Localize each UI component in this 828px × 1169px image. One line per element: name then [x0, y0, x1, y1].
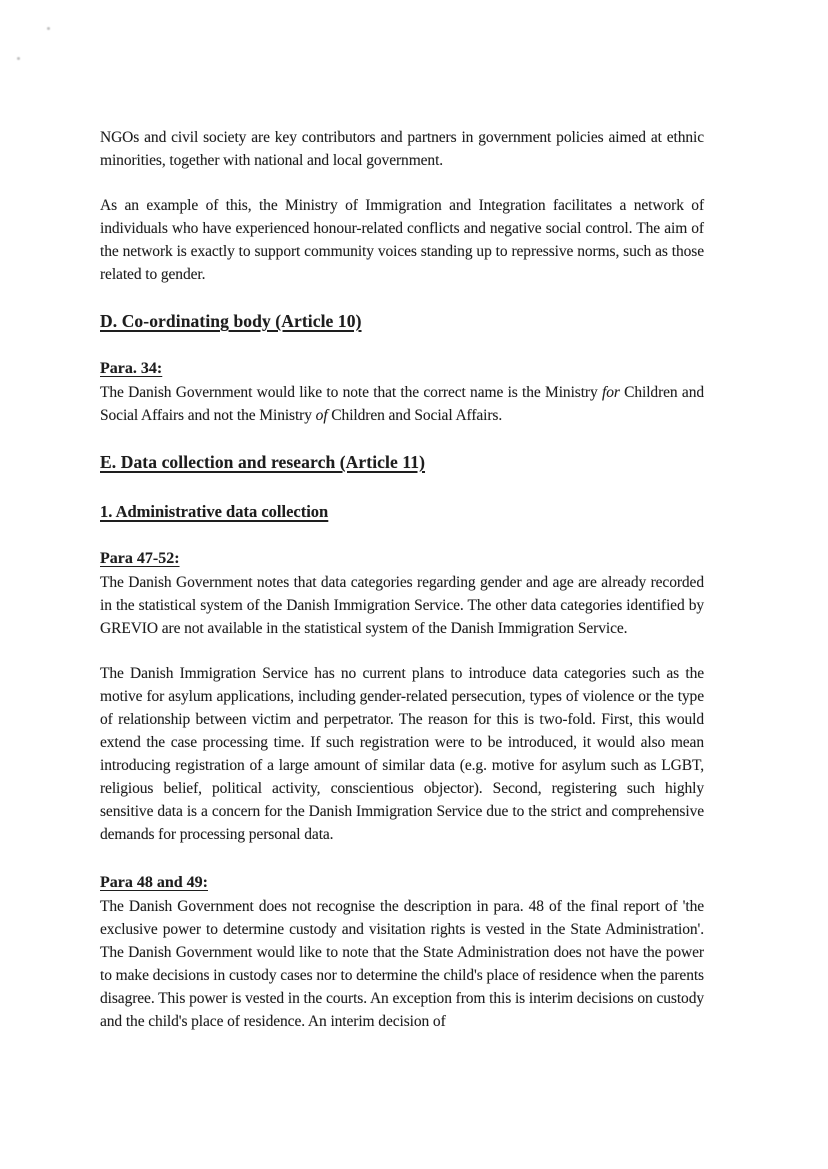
- para-34-text: The Danish Government would like to note that the correct name is the Ministry for Children and Social Affairs and not the Ministry of Children and Social Affairs.: [100, 384, 704, 424]
- intro-paragraph-ngos: NGOs and civil society are key contributors and partners in government policies aimed at ethnic minorities, together with national and local government.: [100, 129, 704, 169]
- scan-artifact-speck: [47, 27, 50, 30]
- section-e-heading: E. Data collection and research (Article 11): [100, 452, 426, 472]
- para-47-52-text-2: The Danish Immigration Service has no current plans to introduce data categories such as the motive for asylum applications, including gender-related persecution, types of violence or the type of relationship between victim and perpetrator. The reason for this is two-fold. First, this would extend the case processing time. If such registration were to be introduced, it would also mean introducing registration of a large amount of similar data (e.g. motive for asylum such as LGBT, religious belief, political activity, conscientious objector). Second, registering such highly sensitive data is a concern for the Danish Immigration Service due to the strict and comprehensive demands for processing personal data.: [100, 665, 704, 843]
- document-content: [100, 126, 704, 1033]
- para-34-label: Para. 34:: [100, 360, 163, 377]
- para-47-52-text-1: The Danish Government notes that data categories regarding gender and age are already recorded in the statistical system of the Danish Immigration Service. The other data categories identified by GREVIO are not available in the statistical system of the Danish Immigration Service.: [100, 574, 704, 637]
- scan-artifact-speck: [17, 57, 20, 60]
- subsection-1-heading: 1. Administrative data collection: [100, 502, 329, 521]
- section-d-heading: D. Co-ordinating body (Article 10): [100, 311, 362, 331]
- para-47-52-label: Para 47-52:: [100, 550, 180, 567]
- para-48-49-label: Para 48 and 49:: [100, 874, 208, 891]
- intro-paragraph-ministry-network: As an example of this, the Ministry of Immigration and Integration facilitates a network of individuals who have experienced honour-related conflicts and negative social control. The aim of the network is exactly to support community voices standing up to repressive norms, such as those related to gender.: [100, 197, 704, 283]
- para-48-49-text: The Danish Government does not recognise the description in para. 48 of the final report of 'the exclusive power to determine custody and visitation rights is vested in the State Administration'. The Danish Government would like to note that the State Administration does not have the power to make decisions in custody cases nor to determine the child's place of residence when the parents disagree. This power is vested in the courts. An exception from this is interim decisions on custody and the child's place of residence. An interim decision of: [100, 898, 704, 1030]
